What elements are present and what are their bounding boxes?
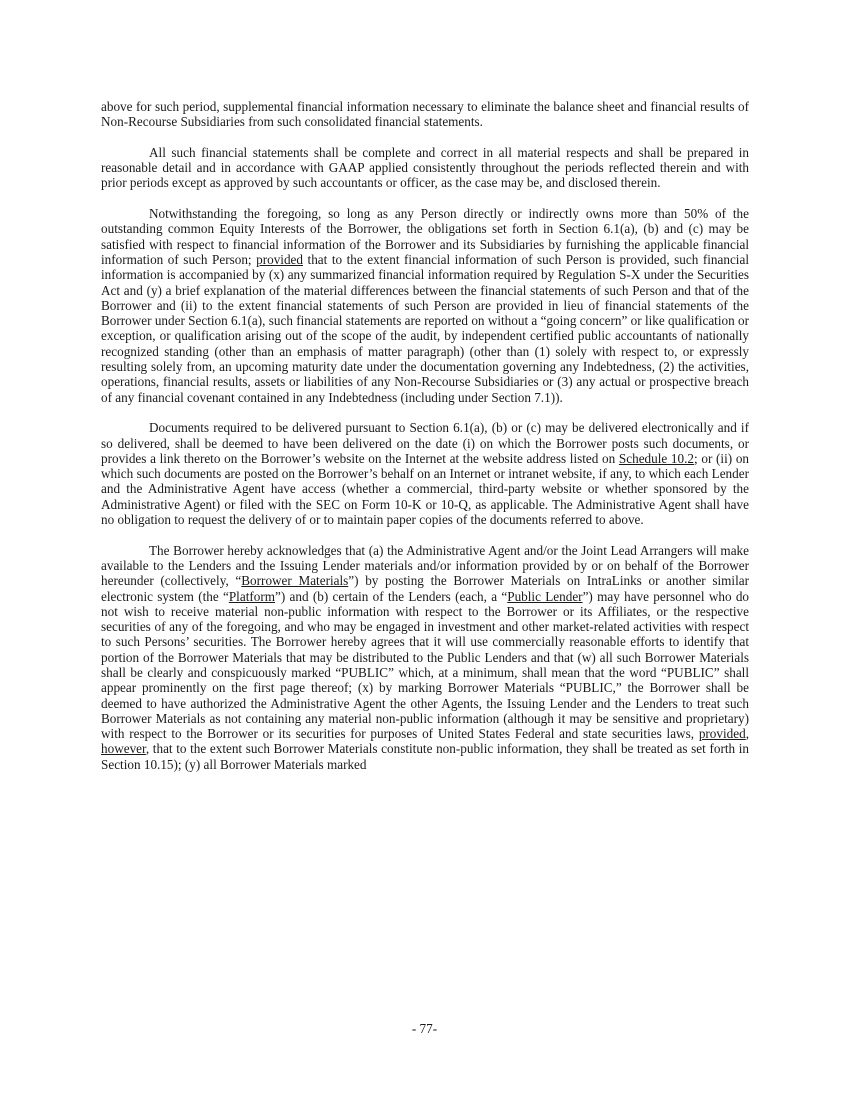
defined-term: provided bbox=[698, 726, 746, 742]
paragraph-text: , that to the extent such Borrower Materials constitute non-public information, they shall be treated as set forth in Section 10.15); (y) all Borrower Materials marked bbox=[101, 741, 749, 772]
paragraph-text: ”) by posting the Borrower Materials on IntraLinks or another similar electronic system (the “ bbox=[101, 573, 749, 604]
defined-term: provided bbox=[256, 251, 303, 267]
paragraph-text: ”) may have personnel who do not wish to receive material non-public information with respect to the Borrower or its Affiliates, or the respective securities of any of the foregoing, and who may be engaged in investment and other market-related activities with respect to such Persons’ securities. The Borrower hereby agrees that it will use commercially reasonable efforts to identify that portion of the Borrower Materials that may be distributed to the Public Lenders and that (w) all such Borrower Materials shall be clearly and conspicuously marked “PUBLIC” which, at a minimum, shall mean that the word “PUBLIC” shall appear prominently on the first page thereof; (x) by marking Borrower Materials “PUBLIC,” the Borrower shall be deemed to have authorized the Administrative Agent the other Agents, the Issuing Lender and the Lenders to treat such Borrower Materials as not containing any material non-public information (although it may be sensitive and proprietary) with respect to the Borrower or its securities for purposes of United States Federal and state securities laws, bbox=[101, 588, 750, 742]
paragraph-text: Notwithstanding the foregoing, so long as any Person directly or indirectly owns more than 50% of the outstanding common Equity Interests of the Borrower, the obligations set forth in Section 6.1(a), (b) and (c) may be satisfied with respect to financial information of the Borrower and its Subsidiaries by furnishing the applicable financial information of such Person; bbox=[101, 206, 749, 267]
defined-term: Schedule 10.2 bbox=[618, 450, 695, 466]
paragraph-text: , bbox=[745, 726, 749, 742]
defined-term: Platform bbox=[228, 588, 275, 604]
paragraph-text: that to the extent financial information of such Person is provided, such financial information is accompanied by (x) any summarized financial information required by Regulation S-X under the Securities Act and (y) a brief explanation of the material differences between the financial statements of such Person and that of the Borrower and (ii) to the extent financial statements of such Person are provided in lieu of financial statements of the Borrower under Section 6.1(a), such financial statements are reported on without a “going concern” or like qualification or exception, or qualification arising out of the scope of the audit, by independent certified public accountants of nationally recognized standing (other than an emphasis of matter paragraph) (other than (1) solely with respect to, or expressly resulting solely from, an upcoming maturity date under the documentation governing any Indebtedness, (2) the activities, operations, financial results, assets or liabilities of any Non-Recourse Subsidiaries or (3) any actual or prospective breach of any financial covenant contained in any Indebtedness (including under Section 7.1)). bbox=[101, 251, 749, 405]
paragraph-text: All such financial statements shall be complete and correct in all material respects and shall be prepared in reasonable detail and in accordance with GAAP applied consistently throughout the periods reflected therein and with prior periods except as approved by such accountants or officer, as the case may be, and disclosed therein. bbox=[101, 144, 749, 191]
paragraph bbox=[101, 420, 749, 527]
paragraph-text: above for such period, supplemental financial information necessary to eliminate the balance sheet and financial results of Non-Recourse Subsidiaries from such consolidated financial statements. bbox=[101, 99, 749, 130]
defined-term: Borrower Materials bbox=[241, 573, 349, 589]
defined-term: Public Lender bbox=[507, 588, 583, 604]
paragraph bbox=[101, 99, 749, 130]
paragraph-text: ; or (ii) on which such documents are posted on the Borrower’s behalf on an Internet or intranet website, if any, to which each Lender and the Administrative Agent have access (whether a commercial, third-party website or whether sponsored by the Administrative Agent) or filed with the SEC on Form 10-K or 10-Q, as applicable. The Administrative Agent shall have no obligation to request the delivery of or to maintain paper copies of the documents referred to above. bbox=[101, 450, 750, 528]
page-number: - 77- bbox=[411, 1021, 438, 1036]
defined-term: however bbox=[101, 741, 146, 757]
paragraph bbox=[101, 543, 749, 772]
paragraph-text: ”) and (b) certain of the Lenders (each, a “ bbox=[275, 588, 508, 604]
paragraph bbox=[101, 145, 749, 191]
paragraph bbox=[101, 206, 749, 405]
document-body bbox=[101, 99, 749, 787]
paragraph-text: The Borrower hereby acknowledges that (a) the Administrative Agent and/or the Joint Lead Arrangers will make available to the Lenders and the Issuing Lender materials and/or information provided by or on behalf of the Borrower hereunder (collectively, “ bbox=[101, 542, 749, 589]
paragraph-text: Documents required to be delivered pursuant to Section 6.1(a), (b) or (c) may be delivered electronically and if so delivered, shall be deemed to have been delivered on the date (i) on which the Borrower posts such documents, or provides a link thereto on the Borrower’s website on the Internet at the website address listed on bbox=[101, 420, 749, 466]
